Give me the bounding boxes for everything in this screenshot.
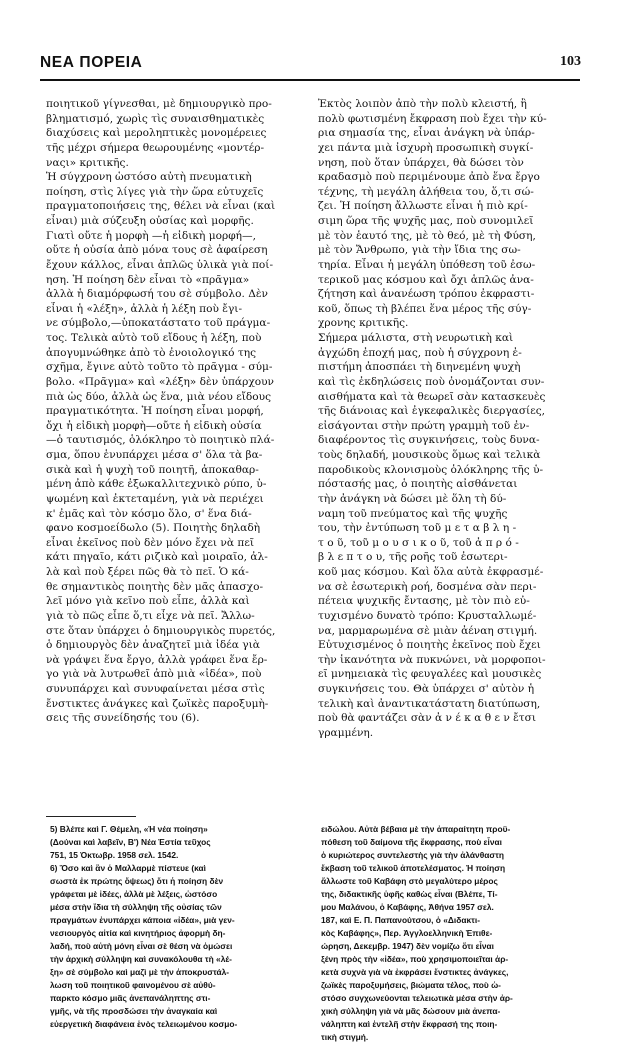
header-rule <box>40 79 580 81</box>
text-line: β λ ε π τ ο υ, τῆς ροῆς τοῦ ἐσωτερι- <box>318 551 508 564</box>
text-line: εἰσάγονται στὴν πρώτη γραμμὴ τοῦ ἐν- <box>318 419 530 432</box>
text-line: τ ο ῦ, τοῦ μ ο υ σ ι κ ο ῦ, τοῦ ἀ π ρ ό - <box>318 536 519 549</box>
footnote-line: πόθεση τοῦ δαίμονα τῆς ἔκφρασης, ποὺ εἶναι <box>321 837 502 847</box>
text-line: πιὰ ὡς δύο, ἀλλὰ ὡς ἕνα, μιὰ νέου εἴδους <box>46 390 272 403</box>
text-line: εἶναι ἡ «λέξη», ἀλλὰ ἡ λέξη ποὺ ἔγι- <box>46 302 243 315</box>
footnote-line: κὸς Καβάφης», Περ. Ἀγγλοελληνικὴ Ἐπιθε- <box>321 928 493 938</box>
text-line: ὁ δημιουργὸς δὲν ἀναζητεῖ μιὰ ἰδέα γιὰ <box>46 639 260 652</box>
left-text-column <box>46 97 304 726</box>
footnote-line: μου Μαλάνου, ὁ Καβάφης, Ἀθήνα 1957 σελ. <box>321 902 494 912</box>
footnote-line: πραγμάτων ἐνυπάρχει κάποια «ἰδέα», μιὰ γεν- <box>50 915 235 925</box>
text-line: τος. Τελικὰ αὐτὸ τοῦ εἴδους ἡ λέξη, ποὺ <box>46 332 262 344</box>
footnote-line: νεσιουργὸς αἰτία καὶ κινητήριος ἀφορμὴ δη- <box>50 928 226 938</box>
right-text-column <box>318 97 580 741</box>
text-line: Ἡ σύγχρονη ὡστόσο αὐτὴ πνευματικὴ <box>46 171 252 184</box>
footnote-line: ἔκβαση τοῦ τελικοῦ ἀποτελέσματος. Ἡ ποίηση <box>321 863 506 873</box>
text-line: ψωμένη καὶ ἐκτεταμένη, γιὰ νὰ περιέχει <box>46 492 264 505</box>
footnote-line: ξη» σὲ σύμβολο καὶ μαζὶ μὲ τὴν ἀποκρυστάλ- <box>50 967 230 977</box>
text-line: λὰ καὶ ποὺ ξέρει πῶς θὰ τὸ πεῖ. Ὁ κά- <box>46 566 249 578</box>
footnote-line: ὁ κυριώτερος συντελεστὴς γιὰ τὴν ἀλάνθαστη <box>321 850 504 860</box>
text-line: νὰ γράψει ἕνα ἔργο, ἀλλὰ γράφει ἕνα ἔρ- <box>46 653 268 666</box>
text-line: τὴν ἀνάγκη νὰ δώσει μὲ ὅλη τὴ δύ- <box>318 492 507 505</box>
text-line: μὲ τὸν Ἄνθρωπο, γιὰ τὴν ἴδια της σω- <box>318 244 521 257</box>
text-line: τελικὴ καὶ ἀναντικατάστατη διατύπωση, <box>318 697 541 710</box>
footnote-line: γράφεται μὲ ἰδέες, ἀλλὰ μὲ λέξεις, ὡστόσο <box>50 889 218 899</box>
text-line: παροδικοὺς κλονισμοὺς ὁλόκληρης τῆς ὑ- <box>318 463 544 476</box>
text-line: θε σημαντικὸς ποιητὴς δὲν μᾶς ἀπασχο- <box>46 580 264 593</box>
footnote-line: τικὴ στιγμή. <box>321 1032 369 1042</box>
text-line: διαφέροντος τὶς συγκινήσεις, τοὺς δυνα- <box>318 434 540 447</box>
footnote-line: γμῆς, νὰ τῆς προσδώσει τὴν ἀναγκαία καὶ <box>50 1006 218 1016</box>
text-line: συνυπάρχει καὶ συνυφαίνεται μέσα στὶς <box>46 683 265 695</box>
text-line: τυχισμένο δυνατὸ τρόπο: Κρυσταλλωμέ- <box>318 609 537 622</box>
footnote-line: στόσο συγχωνεύονται τελειωτικὰ μέσα στὴν ἀρ- <box>321 993 513 1003</box>
footnote-line: παρκτο κόσμο μιᾶς ἀνεπανάληπτης στι- <box>50 993 211 1003</box>
text-line: χει πάντα μιὰ ἰσχυρὴ προσωπικὴ συγκί- <box>318 141 534 154</box>
text-line: κοῦ μας κόσμου. Καὶ ὅλα αὐτὰ ἐκφρασμέ- <box>318 566 544 578</box>
text-line: σχῆμα, ἔγινε αὐτὸ τοῦτο τὸ πρᾶγμα - σύμ- <box>46 361 273 374</box>
footnote-line: 187, καὶ Ε. Π. Παπανούτσου, ὁ «Διδακτι- <box>321 915 481 925</box>
footnote-line: (Δούναι καὶ λαβεῖν, Β') Νέα Ἑστία τεῦχος <box>50 837 211 847</box>
text-line: γραμμένη. <box>318 726 374 739</box>
text-line: σικὰ καὶ ἡ ψυχὴ τοῦ ποιητῆ, ἀποκαθαρ- <box>46 463 259 476</box>
text-line: ζήτηση καὶ ἀνανέωση τρόπου ἐκφραστι- <box>318 288 535 301</box>
text-line: μὲ τὸν ἑαυτό της, μὲ τὸ θεό, μὲ τὴ Φύση, <box>318 229 536 242</box>
footnote-line: ώρηση, Δεκεμβρ. 1947) δὲν νομίζω ὅτι εἶναι <box>321 941 495 951</box>
text-line: κοῦ, ὅπως τὴ βλέπει ἕνα μέρος τῆς σύγ- <box>318 302 532 315</box>
footnote-line: ζωϊκὲς παροξυμήσεις, βιώματα τέλος, ποὺ ὡ- <box>321 980 501 990</box>
text-line: —ὁ ταυτισμός, ὁλόκληρο τὸ ποιητικὸ πλά- <box>46 434 275 447</box>
text-line: σιμη ὥρα τῆς ψυχῆς μας, ποὺ συνομιλεῖ <box>318 215 534 227</box>
text-line: κραδασμὸ ποὺ περιμένουμε ἀπὸ ἕνα ἔργο <box>318 171 540 184</box>
text-line: στε ὅταν ὑπάρχει ὁ δημιουργικὸς πυρετός, <box>46 624 276 637</box>
text-line: πόστασής μας, ὁ ποιητὴς αἰσθάνεται <box>318 478 518 491</box>
footnote-line: ειδώλου. Αὐτὰ βέβαια μὲ τὴν ἀπαραίτητη προϋ- <box>321 824 511 834</box>
text-line: σεις τῆς συνείδησής του (6). <box>46 712 200 725</box>
text-line: μένη ἀπὸ κάθε ἐξωκαλλιτεχνικὸ ρύπο, ὑ- <box>46 478 267 491</box>
text-line: ποιητικοῦ γίγνεσθαι, μὲ δημιουργικὸ προ- <box>46 98 272 110</box>
text-line: τηρία. Εἶναι ἡ μεγάλη ὑπόθεση τοῦ ἐσω- <box>318 258 536 271</box>
text-line: βληματισμό, χωρὶς τὶς συναισθηματικὲς <box>46 112 265 125</box>
footnote-line: 751, 15 Ὀκτωβρ. 1958 σελ. 1542. <box>50 850 179 860</box>
text-line: να, μαρμαρωμένα σὲ μιὰν ἀέναη στιγμή. <box>318 624 538 637</box>
text-line: γιὰ τὸ πῶς εἶπε ὅ,τι εἶχε νὰ πεῖ. Ἄλλω- <box>46 609 255 622</box>
footnote-line: τὴν ἀρχικὴ σύλληψη καὶ συνακόλουθα τὴ «λέ- <box>50 954 232 964</box>
text-line: πραγματοποιήσεις της, θέλει νὰ εἶναι (καὶ <box>46 200 276 213</box>
text-line: εἶναι ἐκεῖνος ποὺ δὲν μόνο ἔχει νὰ πεῖ <box>46 536 254 549</box>
text-line: ηση. Ἡ ποίηση δὲν εἶναι τὸ «πρᾶγμα» <box>46 273 250 286</box>
text-line: τῆς μέχρι σήμερα θεωρουμένης «μοντέρ- <box>46 141 265 154</box>
footnote-line: ξένη πρὸς τὴν «ἰδέα», ποὺ χρησιμοποιεῖται ἀρ- <box>321 954 509 964</box>
text-line: τῆς διάνοιας καὶ ἐγκεφαλικὲς διεργασίες, <box>318 405 545 418</box>
text-line: διαχύσεις καὶ μεροληπτικὲς μονομέρειες <box>46 127 267 140</box>
text-line: νηση, ποὺ ὅταν ὑπάρχει, θὰ δώσει τὸν <box>318 156 524 169</box>
footnote-line: της, διδακτικῆς ὑφῆς καθὼς εἶναι (Βλέπε, Τί- <box>321 889 498 899</box>
text-line: αισθήματα καὶ τὰ θεωρεῖ σὰν κατασκευὲς <box>318 390 546 403</box>
text-line: Εὐτυχισμένος ὁ ποιητὴς ἐκεῖνος ποὺ ἔχει <box>318 639 541 652</box>
text-line: Σήμερα μάλιστα, στὴ νευρωτικὴ καὶ <box>318 332 514 344</box>
text-line: εῖ μνημειακὰ τὶς φευγαλέες καὶ μουσικὲς <box>318 668 542 681</box>
text-line: ναςι» κριτικῆς. <box>46 156 129 169</box>
text-line: ποὺ θὰ φαντάζει σὰν ἀ ν έ κ α θ ε ν ἔτσι <box>318 712 537 725</box>
text-line: χρονης κριτικῆς. <box>318 317 409 330</box>
text-line: κ' ἐμᾶς καὶ τὸν κόσμο ὅλο, σ' ἕνα διά- <box>46 507 252 520</box>
text-line: συγκινήσεις του. Θὰ ὑπάρχει σ' αὐτὸν ἡ <box>318 683 535 695</box>
text-line: γο γιὰ νὰ λυτρωθεῖ ἀπὸ μιὰ «ἰδέα», ποὺ <box>46 668 262 681</box>
text-line: ζει. Ἡ ποίηση ἄλλωστε εἶναι ἡ πιὸ κρί- <box>318 200 528 213</box>
text-line: πέτεια ψυχικῆς ἔντασης, μὲ τὸν πιὸ εὐ- <box>318 595 530 608</box>
text-line: ναμη τοῦ πνεύματος καὶ τῆς ψυχῆς <box>318 507 508 520</box>
text-line: καὶ τὶς ἐκδηλώσεις ποὺ ὀνομάζονται συν- <box>318 375 545 388</box>
text-line: τοὺς δηλαδή, μουσικοὺς ὅμως καὶ τελικὰ <box>318 449 541 461</box>
text-line: φανο κοσμοείδωλο (5). Ποιητὴς δηλαδὴ <box>46 522 261 535</box>
footnotes-left-column <box>50 823 306 1031</box>
text-line: λεῖ μόνο γιὰ κεῖνο ποὺ εἶπε, ἀλλὰ καὶ <box>46 595 250 608</box>
footnote-separator <box>46 816 136 817</box>
text-line: νε σύμβολο,—ὑποκατάστατο τοῦ πράγμα- <box>46 317 271 330</box>
footnote-line: λαδή, ποὺ αὐτὴ μόνη εἶναι σὲ θέση νὰ ὁμώσει <box>50 941 233 951</box>
text-line: εἶναι) μιὰ σύζευξη οὐσίας καὶ μορφῆς. <box>46 215 254 227</box>
text-line: ποίηση, στὶς λίγες γιὰ τὴν ὥρα εὐτυχεῖς <box>46 185 264 198</box>
text-line: να σὲ ἐσωτερικὴ ροή, δοσμένα σὰν περι- <box>318 580 537 593</box>
text-line: πολὺ φωτισμένη ἔκφραση ποὺ ἔχει τὴν κύ- <box>318 112 547 125</box>
text-line: βολο. «Πρᾶγμα» καὶ «λέξη» δὲν ὑπάρχουν <box>46 375 274 388</box>
journal-title: ΝΕΑ ΠΟΡΕΙΑ <box>40 54 143 71</box>
text-line: τερικοῦ μας κόσμου καὶ ὄχι ἁπλῶς ἀνα- <box>318 273 534 286</box>
footnote-line: εὐεργετικὴ διαφάνεια ἑνὸς τελειωμένου κοσμο- <box>50 1019 238 1029</box>
text-line: κάτι πηγαῖο, κάτι ριζικὸ καὶ μοιραῖο, ἀλ- <box>46 551 268 564</box>
text-line: του, τὴν ἐντύπωση τοῦ μ ε τ α β λ η - <box>318 522 517 535</box>
footnote-line: χικὴ σύλληψη γιὰ νὰ μᾶς δώσουν μιὰ ἀνεπα- <box>321 1006 501 1016</box>
text-line: πιστήμη ἀποσπάει τὴ διηνεμένη ψυχὴ <box>318 361 521 374</box>
footnote-line: νάληπτη καὶ ἐντελῆ στὴν ἔκφρασή της ποιη- <box>321 1019 498 1029</box>
footnote-line: ἄλλωστε τοῦ Καβάφη στὸ μεγαλύτερο μέρος <box>321 876 498 886</box>
text-line: οὔτε ἡ οὐσία ἀπὸ μόνα τους σὲ ἀφαίρεση <box>46 244 268 257</box>
text-line: τὴν ἱκανότητα νὰ πυκνώνει, νὰ μορφοποι- <box>318 653 546 666</box>
text-line: ἀλλὰ ἡ διαμόρφωσή του σὲ σύμβολο. Δὲν <box>46 288 268 301</box>
text-line: ἀγχώδη ἐποχή μας, ποὺ ἡ σύγχρονη ἐ- <box>318 346 522 359</box>
text-line: τέχνης, τὴ μεγάλη ἀλήθεια του, ὅ,τι σώ- <box>318 185 534 198</box>
text-line: ἀπογυμνώθηκε ἀπὸ τὸ ἐνοιολογικό της <box>46 346 257 359</box>
footnote-line: σωστὰ ἐκ πρώτης ὄψεως) ὅτι ἡ ποίηση δὲν <box>50 876 224 886</box>
footnote-line: λωση τοῦ ποιητικοῦ φαινομένου σὲ αὐθύ- <box>50 980 216 990</box>
text-line: πραγματικότητα. Ἡ ποίηση εἶναι μορφή, <box>46 405 264 418</box>
running-header <box>40 54 581 76</box>
text-line: ρια σημασία της, εἶναι ἀνάγκη νὰ ὑπάρ- <box>318 127 535 140</box>
page-number: 103 <box>560 54 581 69</box>
footnote-line: κετὰ συχνὰ γιὰ νὰ ἐκφράσει ἔνστικτες ἀνάγκες, <box>321 967 509 977</box>
footnote-line: 6) Ὅσο καὶ ἂν ὁ Μαλλαρμὲ πίστευε (καὶ <box>50 863 206 873</box>
text-line: Γιατὶ οὔτε ἡ μορφὴ —ἡ εἰδικὴ μορφή—, <box>46 229 256 242</box>
footnotes-right-column <box>321 823 581 1044</box>
text-line: ἔχουν κάλλος, εἶναι ἁπλῶς ὑλικὰ γιὰ ποί- <box>46 258 274 271</box>
text-line: ὄχι ἡ εἰδικὴ μορφὴ—οὔτε ἡ εἰδικὴ οὐσία <box>46 419 262 432</box>
footnote-line: μέσα στὴν ἴδια τὴ σύλληψη τῆς οὐσίας τῶν <box>50 902 222 912</box>
text-line: Ἐκτὸς λοιπὸν ἀπὸ τὴν πολὺ κλειστή, ἢ <box>318 98 527 110</box>
text-line: ἔνστικτες ἀνάγκες καὶ ζωϊκὲς παροξυμὴ- <box>46 697 269 710</box>
footnote-line: 5) Βλέπε καὶ Γ. Θέμελη, «Ἡ νέα ποίηση» <box>50 824 208 834</box>
text-line: σμα, ὅπου ἑνυπάρχει μέσα σ' ὅλα τὰ βα- <box>46 449 263 461</box>
